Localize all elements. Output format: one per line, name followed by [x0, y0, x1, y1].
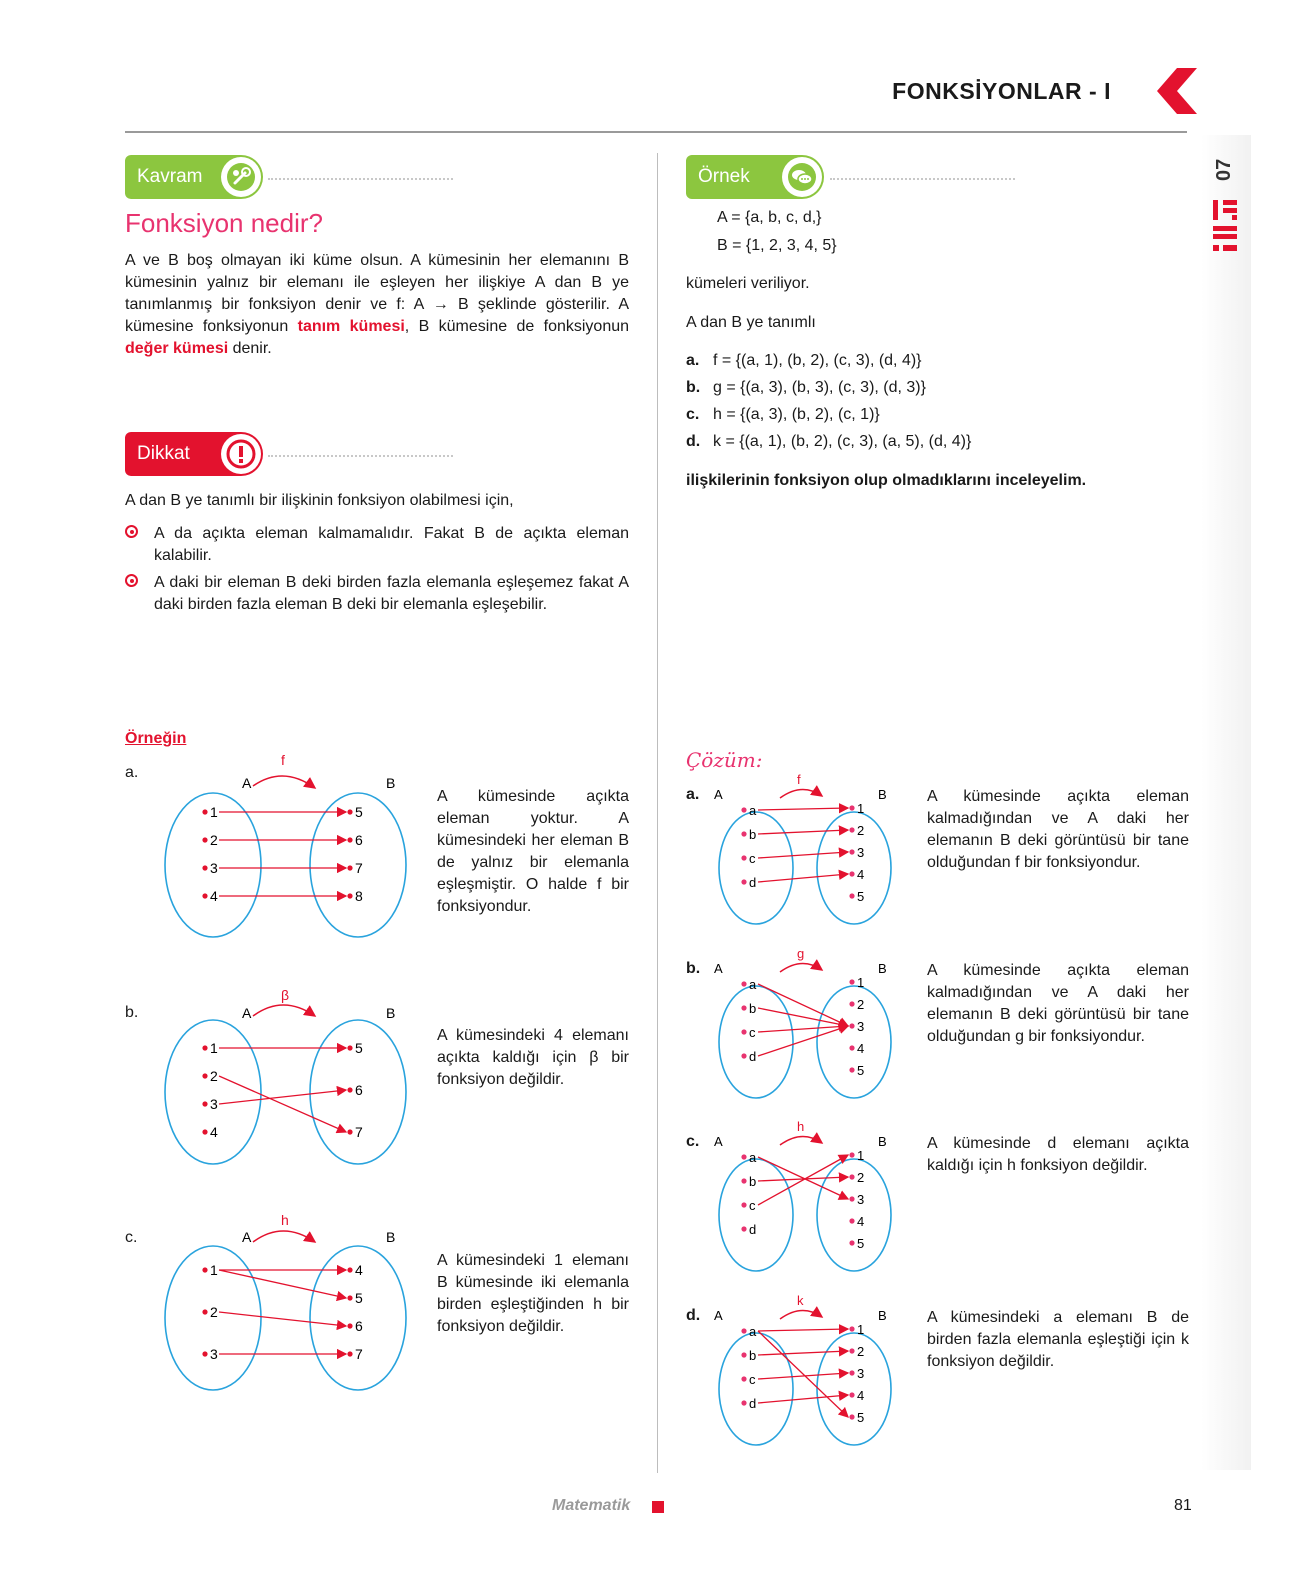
mapping-diagram-h — [158, 1212, 428, 1420]
set-a-point — [741, 1202, 746, 1207]
relation-expr: h = {(a, 3), (b, 2), (c, 1)} — [713, 406, 880, 423]
set-b-point — [347, 1267, 352, 1272]
set-b-element: 6 — [355, 1082, 363, 1098]
dotted-line — [830, 178, 1015, 180]
set-b-element: 5 — [355, 1290, 363, 1306]
set-b-element: 5 — [857, 1236, 865, 1251]
set-a-element: 3 — [210, 1096, 218, 1112]
set-a-point — [741, 1328, 746, 1333]
set-b-point — [347, 893, 352, 898]
set-a-element: 4 — [210, 888, 218, 904]
set-a-point — [202, 837, 207, 842]
set-b-element: 1 — [857, 975, 865, 990]
bullet-icon — [125, 525, 138, 538]
exclamation-icon — [221, 434, 261, 474]
footer-square-icon — [652, 1501, 664, 1513]
set-a-element: d — [749, 1396, 757, 1411]
section-title: Fonksiyon nedir? — [125, 208, 323, 238]
set-b-point — [347, 1045, 352, 1050]
solution-explanation: A kümesinde d elemanı açıkta kaldığı için h fonksiyon değildir. — [927, 1135, 1189, 1174]
relation-expr: f = {(a, 1), (b, 2), (c, 3), (d, 4)} — [713, 352, 922, 369]
set-b-point — [347, 1323, 352, 1328]
function-arrow — [253, 776, 315, 788]
mapping-arrow — [758, 852, 848, 858]
set-a-element: 1 — [210, 1040, 218, 1056]
set-a-element: 2 — [210, 832, 218, 848]
set-b-element: 5 — [857, 1063, 865, 1078]
set-b-element: 3 — [857, 1019, 865, 1034]
set-b-point — [849, 1023, 854, 1028]
set-b-point — [849, 1174, 854, 1179]
mapping-arrow — [758, 1329, 848, 1331]
set-a-point — [741, 1178, 746, 1183]
dikkat-bullet: A daki bir eleman B deki birden fazla elemanla eşleşemez fakat A daki birden fazla eleman B deki bir elemanla eşleşebilir. — [154, 572, 629, 616]
set-a-point — [741, 807, 746, 812]
set-b-point — [849, 979, 854, 984]
relation-letter: b. — [686, 379, 701, 396]
set-a-element: c — [749, 1372, 756, 1387]
function-label: f — [797, 772, 801, 787]
set-a-point — [741, 981, 746, 986]
set-a-element: a — [749, 1150, 757, 1165]
set-b-label: B — [878, 787, 887, 802]
chevron-logo-icon — [1155, 66, 1199, 116]
set-a-point — [741, 1154, 746, 1159]
set-b-element: 5 — [857, 889, 865, 904]
set-b-element: 2 — [857, 1170, 865, 1185]
set-b-point — [849, 1370, 854, 1375]
chapter-title: FONKSİYONLAR - I — [892, 78, 1111, 104]
term-deger-kumesi: değer kümesi — [125, 340, 229, 357]
set-b-element: 4 — [857, 1041, 865, 1056]
set-a-element: 2 — [210, 1068, 218, 1084]
set-a-point — [741, 879, 746, 884]
cozum-heading: Çözüm: — [686, 748, 763, 772]
set-a-point — [202, 1073, 207, 1078]
ornegin-heading: Örneğin — [125, 730, 187, 747]
set-a-label: A — [242, 775, 252, 791]
function-label: k — [797, 1293, 804, 1308]
solution-letter: b. — [686, 960, 701, 977]
set-b-element: 4 — [857, 867, 865, 882]
set-b-point — [849, 1152, 854, 1157]
set-a-point — [741, 1029, 746, 1034]
brand-logo-icon — [1213, 200, 1239, 256]
mapping-diagram-f — [158, 752, 428, 960]
kavram-badge: Kavram — [125, 155, 263, 199]
function-arrow — [780, 963, 822, 972]
set-b-element: 1 — [857, 1148, 865, 1163]
set-b-element: 5 — [355, 804, 363, 820]
mapping-diagram-h — [712, 1119, 920, 1279]
given-text: kümeleri veriliyor. — [686, 275, 810, 292]
dotted-line — [268, 455, 453, 457]
function-label: f — [281, 752, 285, 768]
set-b-element: 7 — [355, 860, 363, 876]
set-b-label: B — [386, 775, 396, 791]
set-a-element: b — [749, 827, 757, 842]
set-b-definition: B = {1, 2, 3, 4, 5} — [717, 237, 837, 254]
mapping-arrow — [758, 874, 848, 882]
set-b-point — [849, 1001, 854, 1006]
example-explanation: A kümesinde açıkta eleman yoktur. A kümesindeki her eleman B de yalnız bir elemanla eşleşmiştir. O halde f bir fonksiyondur. — [437, 788, 629, 915]
set-a-label: A — [714, 1308, 723, 1323]
function-label: h — [797, 1119, 805, 1134]
column-divider — [657, 153, 658, 1473]
set-a-point — [202, 809, 207, 814]
set-a-element: d — [749, 875, 757, 890]
set-b-point — [849, 1240, 854, 1245]
mapping-arrow — [219, 1076, 346, 1132]
set-b-element: 4 — [857, 1214, 865, 1229]
example-letter: b. — [125, 1004, 139, 1021]
relation-expr: k = {(a, 1), (b, 2), (c, 3), (a, 5), (d, 4)} — [713, 433, 972, 450]
set-a-element: b — [749, 1174, 757, 1189]
set-a-point — [741, 855, 746, 860]
example-letter: a. — [125, 764, 139, 781]
set-b-point — [849, 1196, 854, 1201]
set-b-point — [347, 837, 352, 842]
set-b-point — [849, 1218, 854, 1223]
function-label: β — [281, 987, 290, 1003]
mapping-arrow — [219, 1090, 346, 1104]
relation-letter: c. — [686, 406, 700, 423]
set-a-element: 3 — [210, 860, 218, 876]
example-explanation: A kümesindeki 1 elemanı B kümesinde iki elemanla birden eşleştiğinden h bir fonksiyon değildir. — [437, 1252, 629, 1335]
set-b-element: 5 — [355, 1040, 363, 1056]
function-arrow — [253, 1005, 315, 1016]
set-b-point — [347, 1351, 352, 1356]
set-a-element: d — [749, 1049, 757, 1064]
dikkat-badge: Dikkat — [125, 432, 263, 476]
set-a-point — [741, 1053, 746, 1058]
solution-explanation: A kümesindeki a elemanı B de birden fazla elemanla eşleştiği için k fonksiyon değildir. — [927, 1309, 1189, 1370]
set-b-point — [849, 1045, 854, 1050]
function-arrow — [780, 1136, 822, 1145]
set-a-label: A — [714, 961, 723, 976]
set-a-element: 2 — [210, 1304, 218, 1320]
function-label: h — [281, 1212, 289, 1228]
set-a-element: a — [749, 977, 757, 992]
mapping-diagram-beta — [158, 987, 428, 1196]
set-a-point — [741, 1005, 746, 1010]
set-a-point — [741, 1226, 746, 1231]
set-a-point — [202, 865, 207, 870]
mapping-arrow — [219, 1312, 346, 1326]
set-b-point — [347, 1087, 352, 1092]
function-arrow — [253, 1231, 315, 1242]
set-b-element: 3 — [857, 1366, 865, 1381]
set-b-element: 6 — [355, 832, 363, 848]
set-a-definition: A = {a, b, c, d,} — [717, 209, 822, 226]
set-a-element: 4 — [210, 1124, 218, 1140]
set-a-point — [202, 1351, 207, 1356]
set-b-point — [849, 1414, 854, 1419]
set-a-label: A — [714, 787, 723, 802]
mapping-arrow — [758, 808, 848, 810]
set-a-point — [741, 1400, 746, 1405]
set-a-element: 3 — [210, 1346, 218, 1362]
set-a-point — [202, 1267, 207, 1272]
set-a-label: A — [714, 1134, 723, 1149]
question-text: ilişkilerinin fonksiyon olup olmadıklarını inceleyelim. — [686, 472, 1087, 489]
mapping-arrow — [758, 984, 848, 1026]
set-b-point — [849, 805, 854, 810]
set-b-element: 1 — [857, 801, 865, 816]
set-b-label: B — [878, 1308, 887, 1323]
set-b-label: B — [878, 1134, 887, 1149]
set-b-point — [849, 871, 854, 876]
set-a-element: c — [749, 1025, 756, 1040]
dotted-line — [268, 178, 453, 180]
sidebar-strip — [1201, 135, 1251, 1470]
term-tanim-kumesi: tanım kümesi — [297, 318, 405, 335]
relation-expr: g = {(a, 3), (b, 3), (c, 3), (d, 3)} — [713, 379, 926, 396]
mapping-arrow — [758, 1008, 848, 1026]
set-b-point — [849, 1326, 854, 1331]
set-b-label: B — [386, 1229, 396, 1245]
set-b-point — [849, 1392, 854, 1397]
function-label: g — [797, 946, 805, 961]
set-b-point — [347, 1295, 352, 1300]
set-a-element: 1 — [210, 1262, 218, 1278]
set-b-element: 4 — [355, 1262, 363, 1278]
set-b-element: 2 — [857, 1344, 865, 1359]
solution-letter: c. — [686, 1133, 700, 1150]
header-divider — [125, 131, 1187, 133]
speech-bubble-icon — [782, 157, 822, 197]
set-a-element: a — [749, 803, 757, 818]
set-b-element: 4 — [857, 1388, 865, 1403]
set-b-point — [347, 1129, 352, 1134]
definition-paragraph: A ve B boş olmayan iki küme olsun. A kümesinin her elemanını B kümesinin yalnız bir elemanı ile eşleyen her ilişkiye A dan B ye tanımlanmış bir fonksiyon denir ve f: A → B şeklinde gösterilir. A kümesine fonksiyonun tanım kümesi, B kümesine de fonksiyonun değer kümesi denir. — [125, 252, 630, 357]
set-b-point — [849, 893, 854, 898]
set-b-element: 7 — [355, 1346, 363, 1362]
set-a-element: d — [749, 1222, 757, 1237]
set-a-point — [202, 1101, 207, 1106]
mapping-diagram-g — [712, 946, 920, 1106]
mapping-arrow — [758, 830, 848, 834]
footer-subject: Matematik — [552, 1497, 631, 1514]
set-b-point — [347, 809, 352, 814]
example-explanation: A kümesindeki 4 elemanı açıkta kaldığı için β bir fonksiyon değildir. — [437, 1027, 629, 1088]
set-a-point — [202, 893, 207, 898]
relation-letter: d. — [686, 433, 701, 450]
set-b-label: B — [386, 1005, 396, 1021]
dikkat-bullet: A da açıkta eleman kalmamalıdır. Fakat B de açıkta eleman kalabilir. — [154, 523, 629, 567]
set-a-element: b — [749, 1001, 757, 1016]
mapping-arrow — [758, 1395, 848, 1403]
mapping-diagram-k — [712, 1293, 920, 1453]
page-number: 81 — [1174, 1497, 1192, 1514]
dikkat-intro: A dan B ye tanımlı bir ilişkinin fonksiyon olabilmesi için, — [125, 492, 514, 509]
set-a-point — [741, 1376, 746, 1381]
set-a-point — [202, 1129, 207, 1134]
set-a-element: c — [749, 1198, 756, 1213]
ornek-badge: Örnek — [686, 155, 824, 199]
set-a-label: A — [242, 1229, 252, 1245]
set-b-element: 3 — [857, 1192, 865, 1207]
set-b-element: 2 — [857, 823, 865, 838]
set-a-element: c — [749, 851, 756, 866]
chapter-number: 07 — [1213, 158, 1235, 182]
set-b-point — [347, 865, 352, 870]
set-b-element: 1 — [857, 1322, 865, 1337]
set-b-element: 2 — [857, 997, 865, 1012]
set-a-point — [741, 1352, 746, 1357]
mapping-arrow — [219, 1270, 346, 1298]
solution-letter: d. — [686, 1307, 701, 1324]
solution-explanation: A kümesinde açıkta eleman kalmadığından ve A daki her elemanın B deki görüntüsü bir tane olduğundan g bir fonksiyondur. — [927, 962, 1189, 1045]
function-arrow — [780, 1310, 822, 1319]
set-b-label: B — [878, 961, 887, 976]
set-a-point — [202, 1045, 207, 1050]
solution-letter: a. — [686, 786, 700, 803]
mapping-diagram-f — [712, 772, 920, 932]
set-b-element: 5 — [857, 1410, 865, 1425]
solution-explanation: A kümesinde açıkta eleman kalmadığından ve A daki her elemanın B deki görüntüsü bir tane olduğundan f bir fonksiyondur. — [927, 788, 1189, 871]
wrench-gear-icon — [221, 157, 261, 197]
set-b-point — [849, 1348, 854, 1353]
set-b-element: 7 — [355, 1124, 363, 1140]
bullet-icon — [125, 574, 138, 587]
set-b-point — [849, 849, 854, 854]
function-arrow — [780, 789, 822, 798]
set-b-point — [849, 1067, 854, 1072]
set-a-element: 1 — [210, 804, 218, 820]
set-b-point — [849, 827, 854, 832]
relation-letter: a. — [686, 352, 700, 369]
set-a-label: A — [242, 1005, 252, 1021]
set-a-point — [741, 831, 746, 836]
set-b-element: 3 — [857, 845, 865, 860]
set-b-element: 8 — [355, 888, 363, 904]
set-a-element: b — [749, 1348, 757, 1363]
set-a-element: a — [749, 1324, 757, 1339]
example-letter: c. — [125, 1229, 138, 1246]
mapping-arrow — [758, 1351, 848, 1355]
defined-text: A dan B ye tanımlı — [686, 314, 816, 331]
set-a-point — [202, 1309, 207, 1314]
set-b-element: 6 — [355, 1318, 363, 1334]
